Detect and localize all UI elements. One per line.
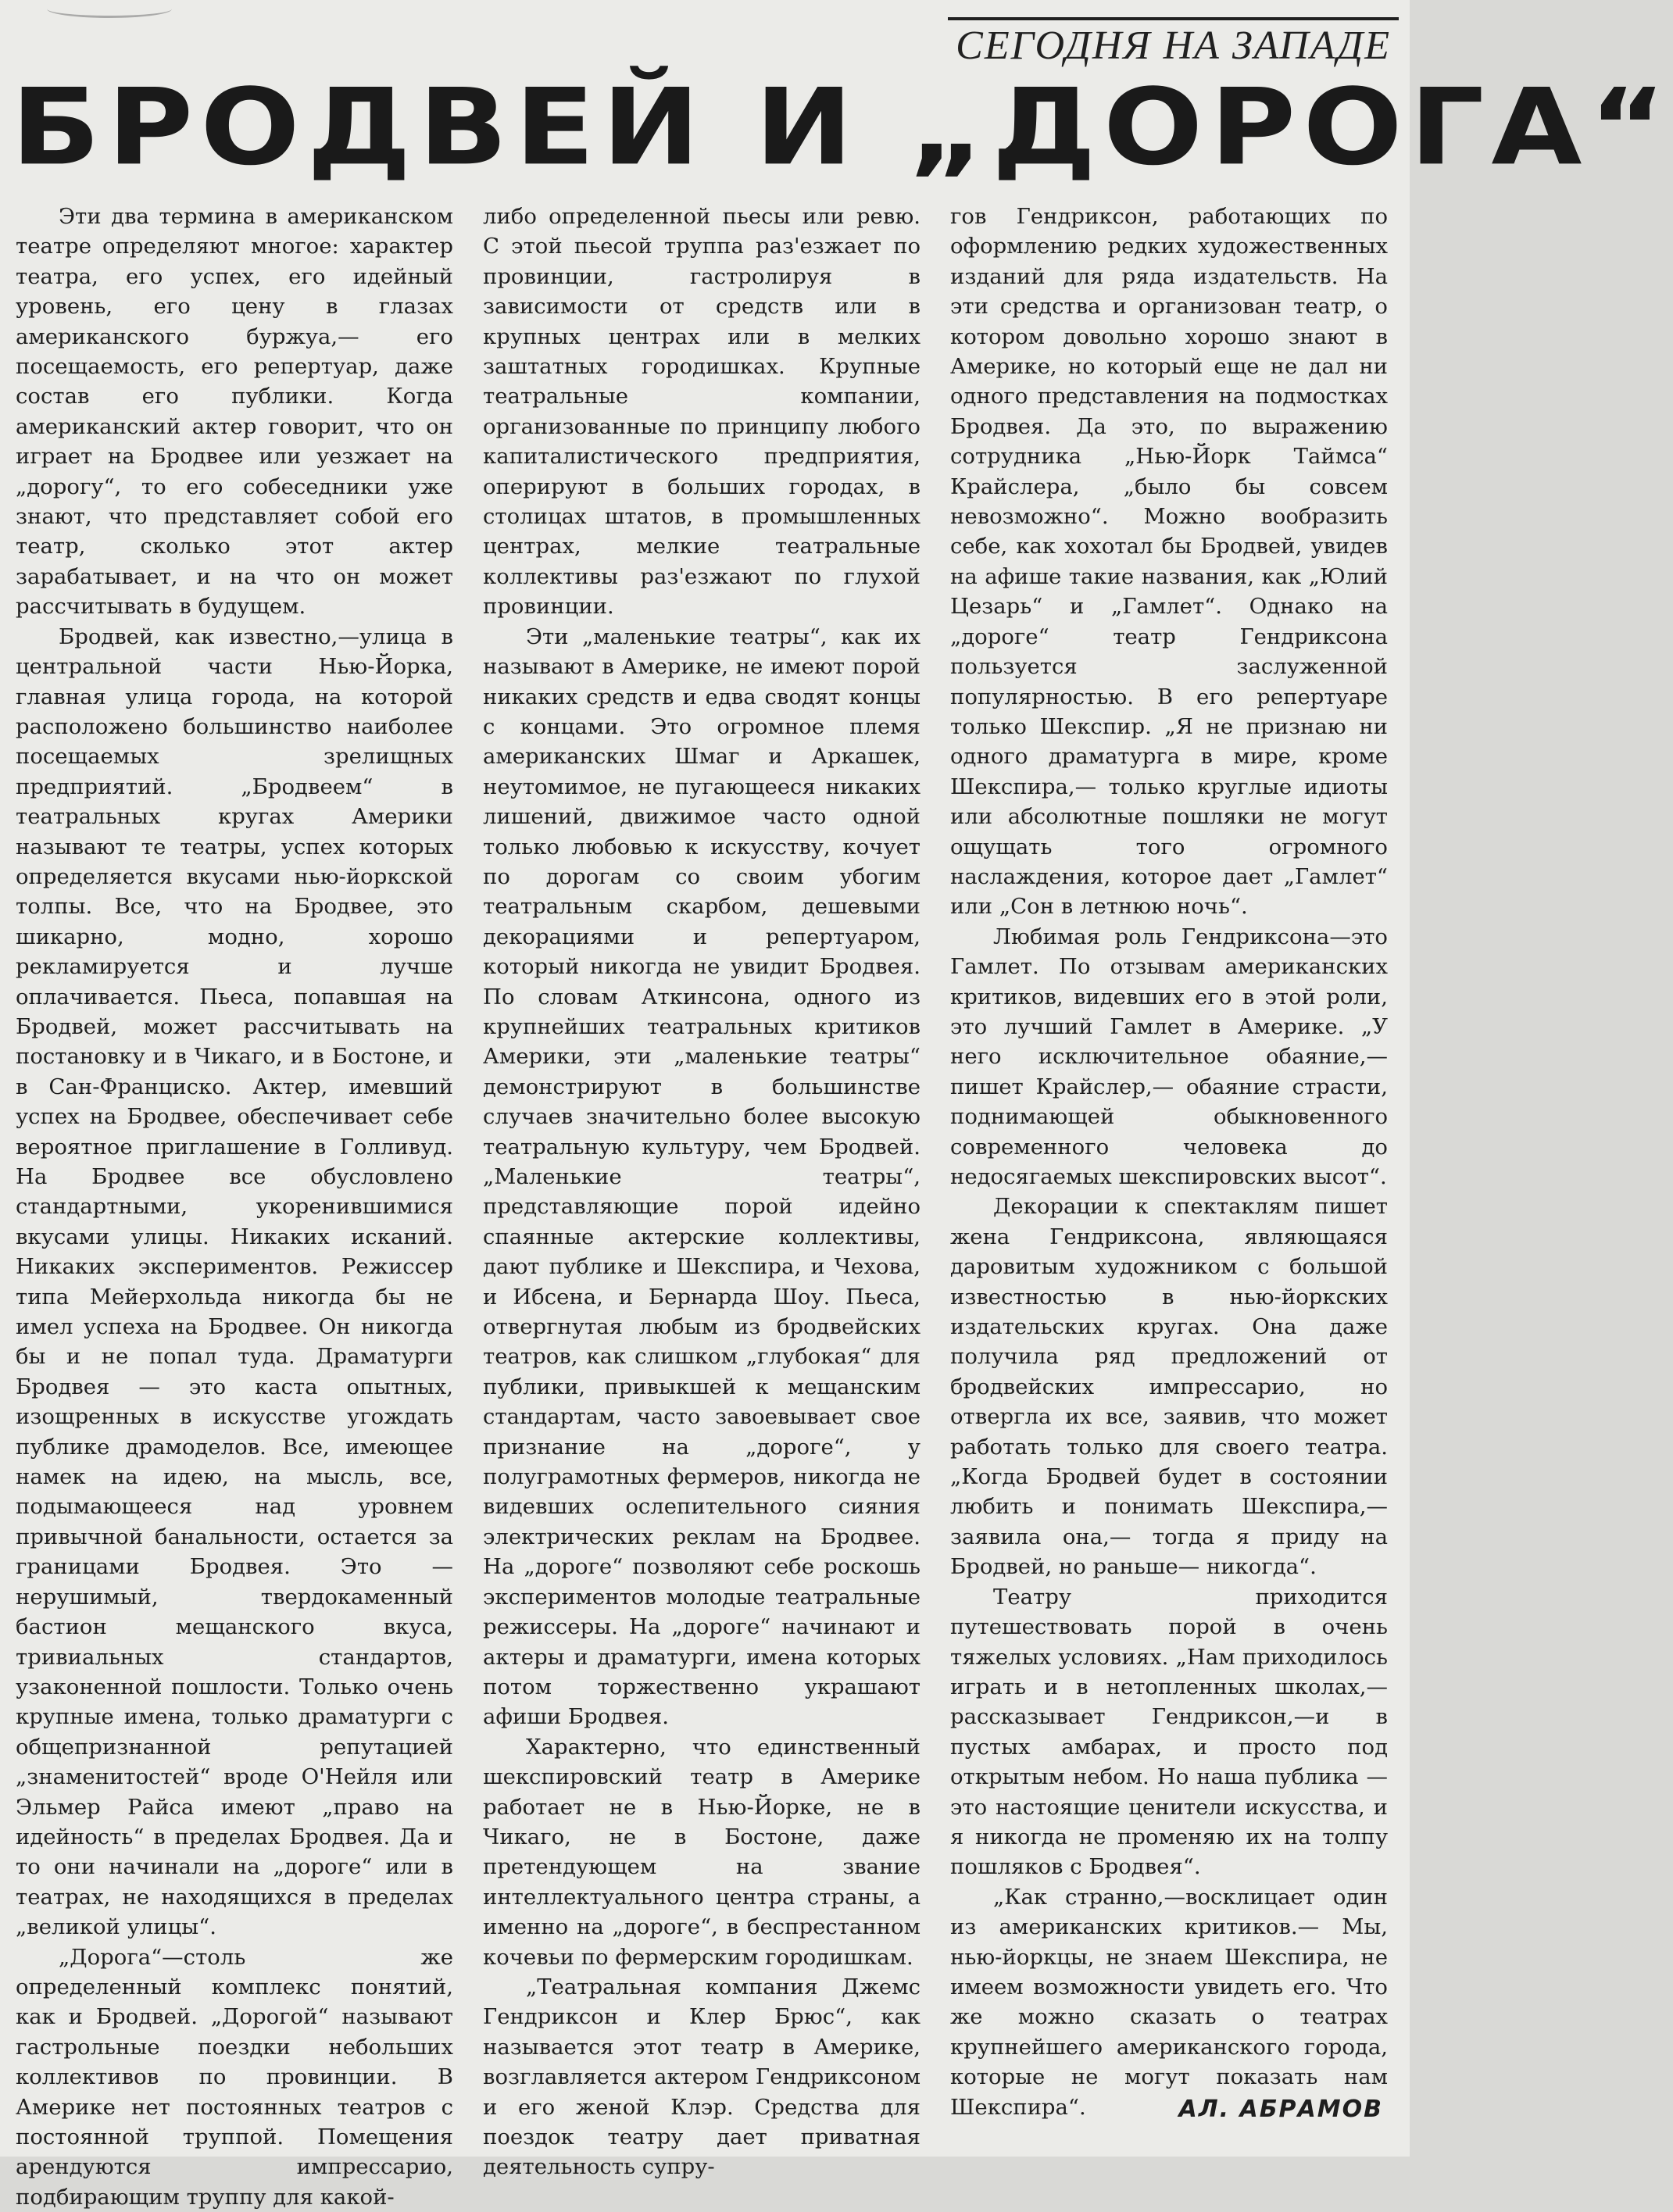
paragraph: Декорации к спектаклям пишет жена Гендриксона, являющаяся даровитым художником с большой известностью в нью-йоркских издательских кругах. Она даже получила ряд предложений от бродвейских импрессарио, но отвергла их все, заявив, что может работать только для своего театра. „Когда Бродвей будет в состоянии любить и понимать Шекспира,— заявила она,— тогда я приду на Бродвей, но раньше— никогда“. <box>950 1194 1388 1580</box>
author-signature: АЛ. АБРАМОВ <box>1178 2096 1383 2123</box>
paragraph: „Дорога“—столь же определенный комплекс понятий, как и Бродвей. „Дорогой“ называют гастрольные поездки небольших коллективов по провинции. В Америке нет постоянных театров с постоянной труппой. Помещения арендуются импрессарио, подбирающим труппу для какой- <box>16 1944 453 2210</box>
ink-smudge <box>47 0 172 18</box>
article-headline: БРОДВЕЙ И „ДОРОГА“ <box>11 66 1673 189</box>
section-rubric: СЕГОДНЯ НА ЗАПАДЕ <box>948 17 1399 70</box>
paragraph: Любимая роль Гендриксона—это Гамлет. По отзывам американских критиков, видевших его в этой роли, это лучший Гамлет в Америке. „У него исключительное обаяние,—пишет Крайслер,— обаяние страсти, поднимающей обыкновенного современного человека до недосягаемых шекспировских высот“. <box>950 924 1388 1189</box>
paragraph: либо определенной пьесы или ревю. С этой пьесой труппа раз'езжает по провинции, гастролируя в зависимости от средств или в крупных центрах или в мелких заштатных городишках. Крупные театральные компании, организованные по принципу любого капиталистического предприятия, оперируют в больших городах, в столицах штатов, в промышленных центрах, мелкие театральные коллективы раз'езжают по глухой провинции. <box>483 204 921 620</box>
paragraph: Характерно, что единственный шекспировский театр в Америке работает не в Нью-Йорке, не в Чикаго, не в Бостоне, даже претендующем на звание интеллектуального центра страны, а именно на „дороге“, в беспрестанном кочевьи по фермерским городишкам. <box>483 1734 921 1970</box>
paragraph: Эти „маленькие театры“, как их называют в Америке, не имеют порой никаких средств и едва сводят концы с концами. Это огромное племя американских Шмаг и Аркашек, неутомимое, не пугающееся никаких лишений, движимое часто одной только любовью к искусству, кочует по дорогам со своим убогим театральным скарбом, дешевыми декорациями и репертуаром, который никогда не увидит Бродвея. По словам Аткинсона, одного из крупнейших театральных критиков Америки, эти „маленькие театры“ демонстрируют в большинстве случаев значительно более высокую театральную культуру, чем Бродвей. „Маленькие театры“, представляющие порой идейно спаянные актерские коллективы, дают публике и Шекспира, и Чехова, и Ибсена, и Бернарда Шоу. Пьеса, отвергнутая любым из бродвейских театров, как слишком „глубокая“ для публики, привыкшей к мещанским стандартам, часто завоевывает свое признание на „дороге“, у полуграмотных фермеров, никогда не видевших ослепительного сияния электрических реклам на Бродвее. На „дороге“ позволяют себе роскошь экспериментов молодые театральные режиссеры. На „дороге“ начинают и актеры и драматурги, имена которых потом торжественно украшают афиши Бродвея. <box>483 624 921 1730</box>
paragraph: гов Гендриксон, работающих по оформлению редких художественных изданий для ряда издательств. На эти средства и организован театр, о котором довольно хорошо знают в Америке, но который еще не дал ни одного представления на подмостках Бродвея. Да это, по выражению сотрудника „Нью-Йорк Таймса“ Крайслера, „было бы совсем невозможно“. Можно вообразить себе, как хохотал бы Бродвей, увидев на афише такие названия, как „Юлий Цезарь“ и „Гамлет“. Однако на „дороге“ театр Гендриксона пользуется заслуженной популярностью. В его репертуаре только Шекспир. „Я не признаю ни одного драматурга в мире, кроме Шекспира,— только круглые идиоты или абсолютные пошляки не могут ощущать того огромного наслаждения, которое дает „Гамлет“ или „Сон в летнюю ночь“. <box>950 204 1388 920</box>
article-column-2 <box>483 202 921 2180</box>
paragraph: Эти два термина в американском театре определяют многое: характер театра, его успех, его идейный уровень, его цену в глазах американского буржуа,— его посещаемость, его репертуар, даже состав его публики. Когда американский актер говорит, что он играет на Бродвее или уезжает на „дорогу“, то его собеседники уже знают, что представляет собой его театр, сколько этот актер зарабатывает, и на что он может рассчитывать в будущем. <box>16 204 453 620</box>
paragraph: „Театральная компания Джемс Гендриксон и Клер Брюс“, как называется этот театр в Америке, возглавляется актером Гендриксоном и его женой Клэр. Средства для поездок театру дает приватная деятельность супру- <box>483 1974 921 2180</box>
paragraph: „Как странно,—восклицает один из американских критиков.— Мы, нью-йоркцы, не знаем Шекспира, не имеем возможности увидеть его. Что же можно сказать о театрах крупнейшего американского города, которые не могут показать нам Шекспира“. <box>950 1884 1388 2120</box>
paragraph: Бродвей, как известно,—улица в центральной части Нью-Йорка, главная улица города, на которой расположено большинство наиболее посещаемых зрелищных предприятий. „Бродвеем“ в театральных кругах Америки называют те театры, успех которых определяется вкусами нью-йоркской толпы. Все, что на Бродвее, это шикарно, модно, хорошо рекламируется и лучше оплачивается. Пьеса, попавшая на Бродвей, может рассчитывать на постановку и в Чикаго, и в Бостоне, и в Сан-Франциско. Актер, имевший успех на Бродвее, обеспечивает себе вероятное приглашение в Голливуд. На Бродвее все обусловлено стандартными, укоренившимися вкусами улицы. Никаких исканий. Никаких экспериментов. Режиссер типа Мейерхольда никогда бы не имел успеха на Бродвее. Он никогда бы и не попал туда. Драматурги Бродвея — это каста опытных, изощренных в искусстве угождать публике драмоделов. Все, имеющее намек на идею, на мысль, все, подымающееся над уровнем привычной банальности, остается за границами Бродвея. Это — нерушимый, твердокаменный бастион мещанского вкуса, тривиальных стандартов, узаконенной пошлости. Только очень крупные имена, только драматурги с общепризнанной репутацией „знаменитостей“ вроде О'Нейля или Эльмер Райса имеют „право на идейность“ в пределах Бродвея. Да и то они начинали на „дороге“ или в театрах, не находящихся в пределах „великой улицы“. <box>16 624 453 1940</box>
article-column-1 <box>16 202 453 2210</box>
paragraph: Театру приходится путешествовать порой в очень тяжелых условиях. „Нам приходилось играть и в нетопленных школах,— рассказывает Гендриксон,—и в пустых амбарах, и просто под открытым небом. Но наша публика — это настоящие ценители искусства, и я никогда не променяю их на толпу пошляков с Бродвея“. <box>950 1584 1388 1880</box>
article-column-3 <box>950 202 1388 2139</box>
